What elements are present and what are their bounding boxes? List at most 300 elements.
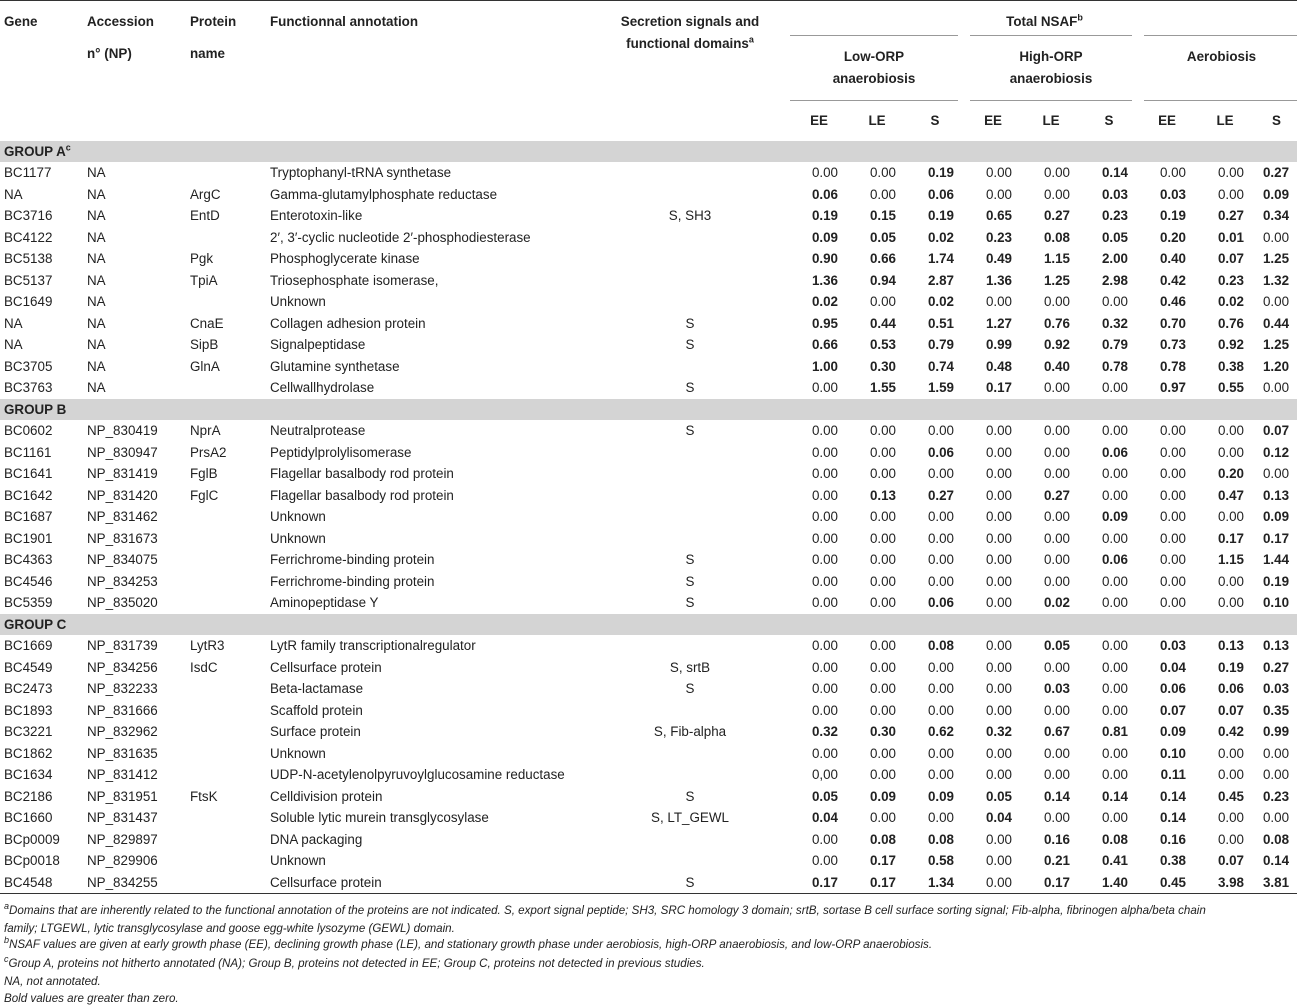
cell-protein — [190, 528, 270, 550]
cell-nsaf-value: 0.00 — [985, 509, 1012, 524]
cell-secretion: S, SH3 — [668, 208, 712, 223]
cell-nsaf-value: 0.00 — [811, 165, 838, 180]
cell-nsaf-value: 0.00 — [1043, 702, 1070, 718]
footnote-c-mark: c — [4, 954, 9, 965]
cell-gene: BC1649 — [4, 294, 53, 309]
cell-nsaf-value: 0.14 — [1159, 810, 1186, 825]
cell-nsaf-value: 0.06 — [1159, 681, 1186, 696]
cell-accession: NP_829897 — [87, 831, 158, 847]
table-row — [0, 829, 1297, 851]
cell-nsaf-value: 0.00 — [985, 186, 1012, 202]
cell-nsaf-value: 0.79 — [1101, 337, 1128, 352]
cell-nsaf-value: 0.00 — [927, 681, 954, 696]
header-low-orp-line1: Low-ORP — [843, 49, 905, 64]
cell-accession: NA — [87, 358, 106, 374]
table-row — [0, 162, 1297, 184]
cell-nsaf-value: 1.25 — [1262, 337, 1290, 352]
cell-annotation: Collagen adhesion protein — [270, 315, 426, 331]
cell-gene: BC3705 — [4, 358, 53, 374]
cell-nsaf-value: 0.06 — [927, 595, 954, 610]
cell-accession: NA — [87, 229, 106, 245]
header-protein — [190, 1, 270, 141]
cell-gene: BC4549 — [4, 659, 53, 675]
cell-nsaf-value: 0.81 — [1101, 724, 1128, 739]
cell-nsaf-value: 0.00 — [985, 552, 1012, 567]
cell-nsaf-value: 0.00 — [1217, 509, 1244, 524]
cell-protein — [190, 592, 270, 614]
table-row — [0, 807, 1297, 829]
group-label — [0, 141, 1297, 163]
header-high-orp-line1: High-ORP — [1019, 49, 1083, 64]
cell-nsaf-value: 0.00 — [927, 745, 954, 761]
table-row — [0, 743, 1297, 765]
cell-annotation: DNA packaging — [270, 831, 363, 847]
cell-annotation: 2′, 3′-cyclic nucleotide 2′-phosphodiesterase — [270, 229, 531, 245]
cell-annotation: Flagellar basalbody rod protein — [270, 487, 454, 503]
footnote-c — [4, 955, 1292, 973]
cell-nsaf-value: 0.00 — [811, 853, 838, 868]
cell-gene: BC5138 — [4, 251, 53, 266]
cell-gene: BC5359 — [4, 595, 53, 610]
cell-protein: Pgk — [190, 251, 214, 266]
cell-nsaf-value: 2.98 — [1101, 272, 1128, 288]
cell-nsaf-value: 0.17 — [811, 874, 838, 890]
cell-protein: PrsA2 — [190, 444, 227, 460]
header-row-1 — [0, 1, 1297, 36]
cell-secretion — [590, 506, 790, 528]
cell-nsaf-value: 0.00 — [1043, 444, 1070, 460]
cell-nsaf-value: 0.00 — [1101, 659, 1128, 675]
cell-nsaf-value: 0.00 — [811, 595, 838, 610]
cell-accession: NA — [87, 165, 106, 180]
footnote-b-mark: b — [4, 935, 10, 946]
table-row — [0, 592, 1297, 614]
cell-nsaf-value: 0.66 — [811, 337, 838, 352]
cell-nsaf-value: 0.99 — [1262, 724, 1290, 739]
cell-gene: BC2473 — [4, 681, 53, 696]
cell-nsaf-value: 0.00 — [1101, 745, 1128, 761]
cell-nsaf-value: 0.99 — [985, 337, 1012, 352]
cell-protein: TpiA — [190, 272, 218, 288]
table-row — [0, 377, 1297, 399]
cell-secretion — [590, 291, 790, 313]
cell-nsaf-value: 3.98 — [1217, 874, 1244, 890]
cell-nsaf-value: 0.00 — [1159, 530, 1186, 546]
cell-nsaf-value: 0.00 — [811, 702, 838, 718]
cell-gene: NA — [4, 315, 23, 331]
cell-nsaf-value: 0.02 — [811, 294, 838, 309]
cell-nsaf-value: 0.00 — [1217, 423, 1244, 438]
cell-protein: FtsK — [190, 788, 218, 804]
cell-nsaf-value: 0.32 — [985, 724, 1012, 739]
cell-nsaf-value: 0.00 — [985, 423, 1012, 438]
table-row — [0, 463, 1297, 485]
cell-nsaf-value: 0.04 — [985, 810, 1012, 825]
cell-protein: CnaE — [190, 315, 224, 331]
cell-nsaf-value: 0.00 — [1043, 165, 1070, 180]
cell-nsaf-value: 0.03 — [1262, 681, 1290, 696]
cell-annotation: Cellsurface protein — [270, 874, 382, 890]
cell-gene: BC3221 — [4, 724, 53, 739]
cell-secretion: S, LT_GEWL — [651, 810, 729, 825]
cell-nsaf-value: 0.13 — [1262, 487, 1290, 503]
header-high-s: S — [1080, 101, 1138, 141]
cell-secretion: S — [685, 552, 695, 567]
cell-nsaf-value: 0.00 — [1101, 767, 1128, 782]
cell-secretion — [590, 743, 790, 765]
cell-nsaf-value: 0.11 — [1160, 767, 1186, 782]
header-aero-ee: EE — [1138, 101, 1196, 141]
cell-nsaf-value: 0.16 — [1159, 831, 1186, 847]
cell-gene: BC1634 — [4, 767, 53, 782]
cell-nsaf-value: 0.00 — [1043, 509, 1070, 524]
cell-nsaf-value: 0.00 — [869, 573, 896, 589]
cell-nsaf-value: 0.02 — [1043, 595, 1070, 610]
table-row — [0, 700, 1297, 722]
cell-nsaf-value: 0.00 — [1101, 681, 1128, 696]
cell-annotation: UDP-N-acetylenolpyruvoylglucosamine reductase — [270, 767, 565, 782]
cell-nsaf-value: 0.00 — [869, 595, 896, 610]
cell-protein: ArgC — [190, 186, 221, 202]
cell-nsaf-value: 0.00 — [927, 767, 954, 782]
cell-secretion: S — [685, 380, 695, 395]
cell-nsaf-value: 1.00 — [811, 358, 838, 374]
cell-nsaf-value: 0.00 — [985, 638, 1012, 653]
cell-gene: BC1660 — [4, 810, 53, 825]
cell-nsaf-value: 0.00 — [1159, 595, 1186, 610]
cell-nsaf-value: 0.74 — [927, 358, 954, 374]
cell-nsaf-value: 0.13 — [1217, 638, 1244, 653]
cell-protein — [190, 850, 270, 872]
cell-accession: NA — [87, 337, 106, 352]
cell-accession: NP_831412 — [87, 767, 158, 782]
group-label — [0, 614, 1297, 636]
cell-protein: NprA — [190, 423, 221, 438]
cell-gene: BC3716 — [4, 208, 53, 223]
cell-nsaf-value: 0.00 — [811, 444, 838, 460]
cell-protein: IsdC — [190, 659, 218, 675]
cell-nsaf-value: 0.00 — [811, 509, 838, 524]
cell-gene: BC2186 — [4, 788, 53, 804]
cell-nsaf-value: 0.03 — [1159, 638, 1186, 653]
cell-gene: BC5137 — [4, 272, 53, 288]
cell-nsaf-value: 0.05 — [985, 788, 1012, 804]
cell-nsaf-value: 0.00 — [869, 659, 896, 675]
cell-gene: BC1687 — [4, 509, 53, 524]
cell-nsaf-value: 1.27 — [985, 315, 1012, 331]
cell-nsaf-value: 0.14 — [1159, 788, 1186, 804]
cell-nsaf-value: 0.08 — [1101, 831, 1128, 847]
cell-nsaf-value: 0.00 — [1217, 165, 1244, 180]
cell-accession: NP_834256 — [87, 659, 158, 675]
cell-nsaf-value: 0.00 — [1159, 444, 1186, 460]
cell-nsaf-value: 0.00 — [1159, 552, 1186, 567]
cell-nsaf-value: 0.00 — [869, 530, 896, 546]
cell-nsaf-value: 0.17 — [1043, 874, 1070, 890]
cell-annotation: Enterotoxin-like — [270, 208, 363, 223]
cell-annotation: Glutamine synthetase — [270, 358, 400, 374]
cell-annotation: Celldivision protein — [270, 788, 383, 804]
cell-nsaf-value: 0.00 — [869, 767, 896, 782]
cell-annotation: Unknown — [270, 853, 326, 868]
cell-nsaf-value: 1.40 — [1101, 874, 1128, 890]
cell-nsaf-value: 0.46 — [1159, 294, 1186, 309]
cell-nsaf-value: 0.27 — [1043, 487, 1070, 503]
footnote-b — [4, 936, 1292, 954]
cell-nsaf-value: 1.59 — [927, 380, 954, 395]
cell-secretion — [590, 829, 790, 851]
cell-secretion — [590, 850, 790, 872]
cell-annotation: Beta-lactamase — [270, 681, 364, 696]
cell-nsaf-value: 0.05 — [1101, 229, 1128, 245]
cell-nsaf-value: 0.23 — [1262, 788, 1290, 804]
cell-gene: BC1161 — [4, 444, 52, 460]
cell-nsaf-value: 0.13 — [869, 487, 896, 503]
cell-nsaf-value: 0.07 — [1217, 853, 1244, 868]
header-low-ee: EE — [790, 101, 848, 141]
table-row — [0, 786, 1297, 808]
cell-nsaf-value: 0.42 — [1217, 724, 1244, 739]
group-header-row — [0, 614, 1297, 636]
cell-nsaf-value: 0.53 — [869, 337, 896, 352]
cell-protein — [190, 549, 270, 571]
cell-nsaf-value: 0.00 — [985, 702, 1012, 718]
cell-accession: NP_831420 — [87, 487, 158, 503]
cell-nsaf-value: 1.36 — [811, 272, 838, 288]
cell-nsaf-value: 0.09 — [927, 788, 954, 804]
cell-nsaf-value: 0.08 — [1043, 229, 1070, 245]
header-high-le: LE — [1022, 101, 1080, 141]
cell-nsaf-value: 0.00 — [1217, 573, 1244, 589]
cell-nsaf-value: 0.00 — [811, 487, 838, 503]
footnote-ref-c: c — [65, 142, 71, 153]
cell-accession: NA — [87, 186, 106, 202]
cell-nsaf-value: 0.02 — [1217, 294, 1244, 309]
cell-nsaf-value: 0.10 — [1262, 595, 1290, 610]
cell-nsaf-value: 0.00 — [985, 745, 1012, 761]
cell-protein: FglB — [190, 466, 218, 481]
cell-nsaf-value: 0.14 — [1101, 165, 1128, 180]
cell-nsaf-value: 0.00 — [1262, 745, 1290, 761]
header-gene: Gene — [4, 14, 38, 29]
cell-nsaf-value: 0.00 — [811, 466, 838, 481]
cell-annotation: Phosphoglycerate kinase — [270, 251, 420, 266]
cell-annotation: Unknown — [270, 509, 326, 524]
cell-nsaf-value: 0.00 — [1043, 810, 1070, 825]
cell-nsaf-value: 0.16 — [1043, 831, 1070, 847]
cell-accession: NP_831437 — [87, 810, 158, 825]
cell-nsaf-value: 0.00 — [811, 831, 838, 847]
cell-nsaf-value: 0.78 — [1159, 358, 1186, 374]
cell-nsaf-value: 0.06 — [1101, 444, 1128, 460]
cell-nsaf-value: 0.00 — [985, 874, 1012, 890]
cell-nsaf-value: 0.00 — [1217, 831, 1244, 847]
cell-annotation: Cellsurface protein — [270, 659, 382, 675]
cell-protein: SipB — [190, 337, 219, 352]
cell-nsaf-value: 1.15 — [1043, 251, 1070, 266]
cell-annotation: Ferrichrome-binding protein — [270, 573, 435, 589]
footnote-c-text: Group A, proteins not hitherto annotated (NA); Group B, proteins not detected in EE; Group C, proteins not detected in previous studies. — [8, 957, 705, 970]
group-label-text: GROUP A — [4, 143, 66, 159]
cell-nsaf-value: 0.06 — [811, 186, 838, 202]
cell-gene: NA — [4, 186, 23, 202]
header-low-le: LE — [848, 101, 906, 141]
cell-accession: NP_831462 — [87, 509, 158, 524]
cell-secretion: S — [685, 573, 695, 589]
cell-nsaf-value: 0.00 — [869, 552, 896, 567]
cell-secretion — [590, 764, 790, 786]
cell-nsaf-value: 0.00 — [1217, 444, 1244, 460]
cell-gene: NA — [4, 337, 23, 352]
cell-secretion: S — [685, 315, 695, 331]
cell-secretion — [590, 162, 790, 184]
cell-nsaf-value: 0.17 — [869, 874, 896, 890]
cell-nsaf-value: 0.14 — [1043, 788, 1070, 804]
cell-accession: NA — [87, 315, 106, 331]
table-row — [0, 248, 1297, 270]
header-total-nsaf — [790, 1, 1297, 36]
cell-accession: NP_831635 — [87, 745, 158, 761]
cell-nsaf-value: 0.14 — [1101, 788, 1128, 804]
cell-accession: NP_835020 — [87, 595, 158, 610]
cell-protein — [190, 807, 270, 829]
cell-nsaf-value: 0.09 — [869, 788, 896, 804]
cell-nsaf-value: 0.08 — [1262, 831, 1290, 847]
cell-nsaf-value: 0.95 — [811, 315, 838, 331]
header-secretion-line1: Secretion signals and — [620, 14, 760, 29]
cell-nsaf-value: 0.12 — [1262, 444, 1290, 460]
cell-accession: NP_831951 — [87, 788, 158, 804]
table-row — [0, 227, 1297, 249]
cell-gene: BC1862 — [4, 745, 53, 761]
cell-nsaf-value: 0.00 — [811, 380, 838, 395]
cell-nsaf-value: 0,00 — [811, 767, 838, 782]
header-high-orp — [964, 36, 1138, 101]
cell-nsaf-value: 0.17 — [1217, 530, 1244, 546]
cell-nsaf-value: 0.00 — [1101, 466, 1128, 481]
cell-protein — [190, 377, 270, 399]
cell-nsaf-value: 0.30 — [869, 724, 896, 739]
cell-nsaf-value: 0.00 — [1101, 573, 1128, 589]
cell-nsaf-value: 0.34 — [1262, 208, 1290, 223]
table-row — [0, 872, 1297, 894]
cell-nsaf-value: 0.55 — [1217, 380, 1244, 395]
cell-gene: BC1901 — [4, 530, 53, 546]
cell-protein — [190, 700, 270, 722]
cell-nsaf-value: 0.92 — [1043, 337, 1070, 352]
cell-nsaf-value: 0.78 — [1101, 358, 1128, 374]
cell-gene: BCp0009 — [4, 831, 60, 847]
cell-nsaf-value: 0.03 — [1043, 681, 1070, 696]
cell-nsaf-value: 0.07 — [1217, 702, 1244, 718]
cell-secretion: S — [685, 874, 695, 890]
cell-nsaf-value: 0.05 — [869, 229, 896, 245]
cell-nsaf-value: 0.30 — [869, 358, 896, 374]
cell-protein: EntD — [190, 208, 220, 223]
cell-nsaf-value: 0.00 — [927, 810, 954, 825]
table-row — [0, 291, 1297, 313]
cell-nsaf-value: 0.00 — [1101, 810, 1128, 825]
table-row — [0, 635, 1297, 657]
header-accession-line2: n° (NP) — [87, 45, 132, 61]
header-secretion — [590, 1, 790, 141]
cell-nsaf-value: 0.06 — [927, 186, 954, 202]
cell-nsaf-value: 0.00 — [1043, 380, 1070, 395]
cell-annotation: Aminopeptidase Y — [270, 595, 379, 610]
cell-nsaf-value: 0.27 — [1262, 165, 1290, 180]
cell-accession: NP_831673 — [87, 530, 158, 546]
cell-nsaf-value: 3.81 — [1262, 874, 1290, 890]
cell-nsaf-value: 0.90 — [811, 251, 838, 266]
cell-nsaf-value: 0.00 — [985, 853, 1012, 868]
cell-nsaf-value: 0.00 — [1262, 466, 1290, 481]
cell-nsaf-value: 0.01 — [1217, 229, 1244, 245]
cell-annotation: Unknown — [270, 745, 326, 761]
cell-nsaf-value: 0.00 — [1262, 810, 1290, 825]
cell-protein — [190, 227, 270, 249]
cell-nsaf-value: 0.09 — [1262, 186, 1290, 202]
cell-nsaf-value: 0.41 — [1101, 853, 1128, 868]
cell-nsaf-value: 0.21 — [1043, 853, 1070, 868]
cell-nsaf-value: 0.19 — [1262, 573, 1290, 589]
cell-protein — [190, 678, 270, 700]
cell-nsaf-value: 0.17 — [985, 380, 1012, 395]
cell-nsaf-value: 0.00 — [869, 466, 896, 481]
cell-secretion: S, Fib-alpha — [653, 724, 727, 739]
cell-secretion — [590, 184, 790, 206]
cell-nsaf-value: 0.00 — [1043, 552, 1070, 567]
cell-nsaf-value: 0.79 — [927, 337, 954, 352]
group-label — [0, 399, 1297, 421]
cell-nsaf-value: 0.00 — [1043, 423, 1070, 438]
cell-accession: NA — [87, 380, 106, 395]
cell-nsaf-value: 0.00 — [985, 444, 1012, 460]
cell-nsaf-value: 0.00 — [1217, 767, 1244, 782]
cell-nsaf-value: 1.36 — [985, 272, 1012, 288]
cell-nsaf-value: 0.00 — [1262, 294, 1290, 309]
cell-nsaf-value: 0.70 — [1159, 315, 1186, 331]
cell-protein — [190, 571, 270, 593]
footnote-a-text1: Domains that are inherently related to the functional annotation of the proteins are not indicated. S, export signal peptide; SH3, SRC homology 3 domain; srtB, sortase B cell surface sorting signal; Fib-alpha, fibrinogen alpha/beta chain — [9, 904, 1206, 917]
cell-nsaf-value: 0.03 — [1159, 186, 1186, 202]
cell-nsaf-value: 0.27 — [1043, 208, 1070, 223]
cell-nsaf-value: 0.09 — [1101, 509, 1128, 524]
cell-nsaf-value: 1.20 — [1262, 358, 1290, 374]
cell-annotation: Gamma-glutamylphosphate reductase — [270, 186, 498, 202]
cell-nsaf-value: 0.00 — [1217, 186, 1244, 202]
cell-nsaf-value: 0.38 — [1159, 853, 1186, 868]
table-row — [0, 571, 1297, 593]
cell-nsaf-value: 0.00 — [1159, 573, 1186, 589]
cell-secretion — [590, 442, 790, 464]
cell-nsaf-value: 0.73 — [1159, 337, 1186, 352]
table-row — [0, 356, 1297, 378]
cell-nsaf-value: 0.00 — [1159, 466, 1186, 481]
cell-protein — [190, 743, 270, 765]
table-row — [0, 764, 1297, 786]
cell-nsaf-value: 0.67 — [1043, 724, 1070, 739]
cell-nsaf-value: 0.00 — [985, 573, 1012, 589]
cell-nsaf-value: 0.07 — [1262, 423, 1290, 438]
table-row — [0, 184, 1297, 206]
header-aerobiosis-line1: Aerobiosis — [1186, 49, 1257, 64]
cell-nsaf-value: 0.15 — [869, 208, 896, 223]
cell-gene: BC1893 — [4, 702, 53, 718]
cell-secretion — [590, 248, 790, 270]
cell-protein: FglC — [190, 487, 219, 503]
cell-nsaf-value: 0.00 — [927, 509, 954, 524]
cell-accession: NP_831419 — [87, 466, 158, 481]
